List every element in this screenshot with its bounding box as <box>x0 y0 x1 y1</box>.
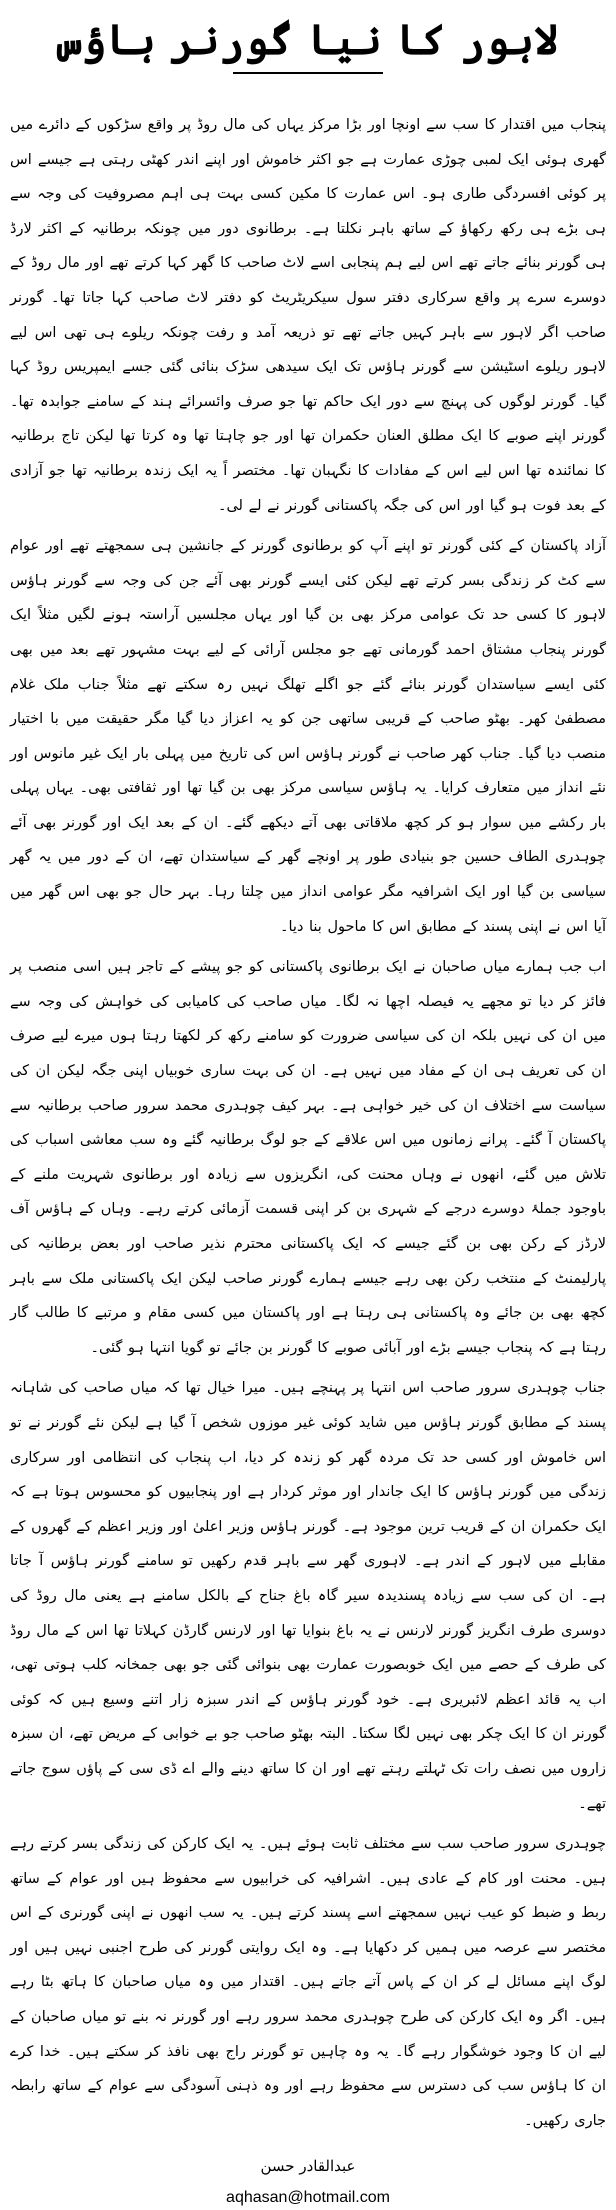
body-paragraph-5: چوہدری سرور صاحب سب سے مختلف ثابت ہوئے ہیں۔ یہ ایک کارکن کی زندگی بسر کرتے رہے ہیں۔ محنت اور کام کے عادی ہیں۔ اشرافیہ کی خرابیوں سے محفوظ ہیں اور عوام کے ساتھ ربط و ضبط کو عیب نہیں سمجھتے اسے پسند کرتے ہیں۔ یہ سب انھوں نے اپنی گورنری کے اس مختصر سے عرصہ میں ہمیں کر دکھایا ہے۔ وہ ایک روایتی گورنر کی طرح اجنبی نہیں ہیں اور لوگ اپنے مسائل لے کر ان کے پاس آتے جاتے ہیں۔ اقتدار میں وہ میاں صاحبان کا ہاتھ بٹا رہے ہیں۔ اگر وہ ایک کارکن کی طرح چوہدری محمد سرور رہے اور گورنر نہ بنے تو میاں صاحبان کے لیے ان کا وجود خوشگوار رہے گا۔ یہ وہ چاہیں تو گورنر راج بھی نافذ کر سکتے ہیں۔ خدا کرے ان کا ہاؤس سب کی دسترس سے محفوظ رہے اور وہ ذہنی آسودگی سے عوام کے ساتھ رابطہ جاری رکھیں۔ <box>10 1836 606 2129</box>
column-headline: لاہور کا نیا گورنر ہاؤس <box>57 15 559 64</box>
column-page <box>0 14 616 2207</box>
body-paragraph-3: اب جب ہمارے میاں صاحبان نے ایک برطانوی پاکستانی کو جو پیشے کے تاجر ہیں اسی منصب پر فائز کر دیا تو مجھے یہ فیصلہ اچھا نہ لگا۔ میاں صاحب کی کامیابی کی خواہش کی وجہ سے میں ان کی نہیں بلکہ ان کی سیاسی ضرورت کو سامنے رکھ کر لکھتا رہتا ہوں میرے لیے صرف ان کی تعریف ہی ان کے مفاد میں نہیں ہے۔ ان کی بہت ساری خوبیاں اپنی جگہ لیکن ان کی سیاست سے اختلاف ان کی خیر خواہی ہے۔ بہر کیف چوہدری محمد سرور صاحب برطانیہ سے پاکستان آ گئے۔ پرانے زمانوں میں اس علاقے کے جو لوگ برطانیہ گئے وہ سب معاشی اسباب کی تلاش میں گئے، انھوں نے وہاں محنت کی، انگریزوں سے زیادہ اور برطانوی شہریت ملنے کے باوجود جملۂ دوسرے درجے کے شہری بن کر اپنی قسمت آزمائی کرتے رہے۔ وہاں کے ہاؤس آف لارڈز کے رکن بھی بن گئے جیسے کہ ایک پاکستانی محترم نذیر صاحب اور بعض برطانیہ کی پارلیمنٹ کے منتخب رکن بھی رہے جیسے ہمارے گورنر صاحب لیکن ایک پاکستانی ملک سے باہر کچھ بھی بن جائے وہ پاکستانی ہی رہتا ہے اور پاکستان میں کسی مقام و مرتبے کا طالب گار رہتا ہے کہ پنجاب جیسے بڑے اور آبائی صوبے کا گورنر بن جائے تو گویا انتہا ہو گئی۔ <box>10 959 606 1356</box>
body-paragraph-2: آزاد پاکستان کے کئی گورنر تو اپنے آپ کو برطانوی گورنر کے جانشین ہی سمجھتے تھے اور عوام سے کٹ کر زندگی بسر کرتے تھے لیکن کئی ایسے گورنر بھی آئے جن کی وجہ سے گورنر ہاؤس لاہور کا کسی حد تک عوامی مرکز بھی بن گیا اور یہاں مجلسیں آراستہ ہونے لگیں مثلاً ایک گورنر پنجاب مشتاق احمد گورمانی تھے جو مجلس آرائی کے لیے بہت مشہور تھے بعد میں بھی کئی ایسے سیاستدان گورنر بنائے گئے جو اگلے تھلگ نہیں رہ سکتے تھے مثلاً جناب ملک غلام مصطفیٰ کھر۔ بھٹو صاحب کے قریبی ساتھی جن کو یہ اعزاز دیا گیا مگر حقیقت میں با اختیار منصب دیا گیا۔ جناب کھر صاحب نے گورنر ہاؤس اس کی تاریخ میں پہلی بار ایک غیر مانوس اور نئے انداز میں متعارف کرایا۔ یہ ہاؤس سیاسی مرکز بھی بن گیا تھا اور ثقافتی بھی۔ یہاں پہلی بار رکشے میں سوار ہو کر کچھ ملاقاتی بھی آتے دیکھے گئے۔ ان کے بعد ایک اور گورنر بھی آئے چوہدری الطاف حسین جو بنیادی طور پر اونچے گھر کے سیاستدان تھے، ان کے دور میں یہ گھر سیاسی بن گیا اور ایک اشرافیہ مگر عوامی انداز میں چلتا رہا۔ بہر حال جو بھی اس گھر میں آیا اس نے اپنی پسند کے مطابق اس کا ماحول بنا دیا۔ <box>10 538 606 935</box>
author-email: aqhasan@hotmail.com <box>226 2189 390 2207</box>
author-signature: عبدالقادر حسن <box>260 2157 356 2176</box>
body-paragraph-1: پنجاب میں اقتدار کا سب سے اونچا اور بڑا مرکز یہاں کی مال روڈ پر واقع سڑکوں کے دائرے میں گھری ہوئی ایک لمبی چوڑی عمارت ہے جو اکثر خاموش اور اپنے اندر کھٹی رہتی ہے جیسے اس پر کوئی افسردگی طاری ہو۔ اس عمارت کا مکین کسی بہت ہی اہم مصروفیت کی وجہ سے ہی بڑے ہی رکھ رکھاؤ کے ساتھ باہر نکلتا ہے۔ برطانوی دور میں چونکہ برطانیہ کے اکثر لارڈ ہی گورنر بنائے جاتے تھے اس لیے ہم پنجابی اسے لاٹ صاحب کا گھر کہا کرتے تھے اور مال روڈ کے دوسرے سرے پر واقع سرکاری دفتر سول سیکریٹریٹ کو دفتر لاٹ صاحب کہا جاتا تھا۔ گورنر صاحب اگر لاہور سے باہر کہیں جاتے تھے تو ذریعہ آمد و رفت چونکہ ریلوے ہی تھی اس لیے لاہور ریلوے اسٹیشن سے گورنر ہاؤس تک ایک سیدھی سڑک بنائی گئی جسے ایمپریس روڈ کہا گیا۔ گورنر لوگوں کی پہنچ سے دور ایک حاکم تھا جو صرف وائسرائے ہند کے سامنے جوابدہ تھا۔ گورنر اپنے صوبے کا ایک مطلق العنان حکمران تھا اور جو چاہتا تھا وہ کرتا تھا لیکن تاج برطانیہ کا نمائندہ تھا اس لیے اس کے مفادات کا نگہبان تھا۔ مختصر اً یہ ایک زندہ برطانیہ تھا جو آزادی کے بعد فوت ہو گیا اور اس کی جگہ پاکستانی گورنر نے لے لی۔ <box>10 117 606 514</box>
body-paragraph-4: جناب چوہدری سرور صاحب اس انتہا پر پہنچے ہیں۔ میرا خیال تھا کہ میاں صاحب کی شاہانہ پسند کے مطابق گورنر ہاؤس میں شاید کوئی غیر موزوں شخص آ گیا ہے لیکن نئے گورنر نے تو اس خاموش اور کسی حد تک مردہ گھر کو زندہ کر دیا، اب پنجاب کی انتظامی اور سرکاری زندگی میں گورنر ہاؤس کا ایک جاندار اور موثر کردار ہے اور پنجابیوں کو محسوس ہوتا ہے کہ ایک حکمران ان کے قریب ترین موجود ہے۔ گورنر ہاؤس وزیر اعلیٰ اور وزیر اعظم کے گھروں کے مقابلے میں لاہور کے اندر ہے۔ لاہوری گھر سے باہر قدم رکھیں تو سامنے گورنر ہاؤس آ جاتا ہے۔ ان کی سب سے زیادہ پسندیدہ سیر گاہ باغ جناح کے بالکل سامنے ہے یعنی مال روڈ کی دوسری طرف انگریز گورنر لارنس نے یہ باغ بنوایا تھا اور لارنس گارڈن کہلاتا تھا اس کے مال روڈ کی طرف کے حصے میں ایک خوبصورت عمارت بھی بنوائی گئی جو بھی جمخانہ کلب ہوتی تھی، اب یہ قائد اعظم لائبریری ہے۔ خود گورنر ہاؤس کے اندر سبزہ زار اتنے وسیع ہیں کہ کوئی گورنر ان کا ایک چکر بھی نہیں لگا سکتا۔ البتہ بھٹو صاحب جو بے خوابی کے مریض تھے، ان سبزہ زاروں میں نصف رات تک ٹہلتے رہتے تھے اور ان کا ساتھ دینے والے اے ڈی سی کے پاؤں سوج جاتے تھے۔ <box>10 1380 606 1812</box>
headline-underline <box>233 72 383 74</box>
column-body <box>10 108 606 2138</box>
